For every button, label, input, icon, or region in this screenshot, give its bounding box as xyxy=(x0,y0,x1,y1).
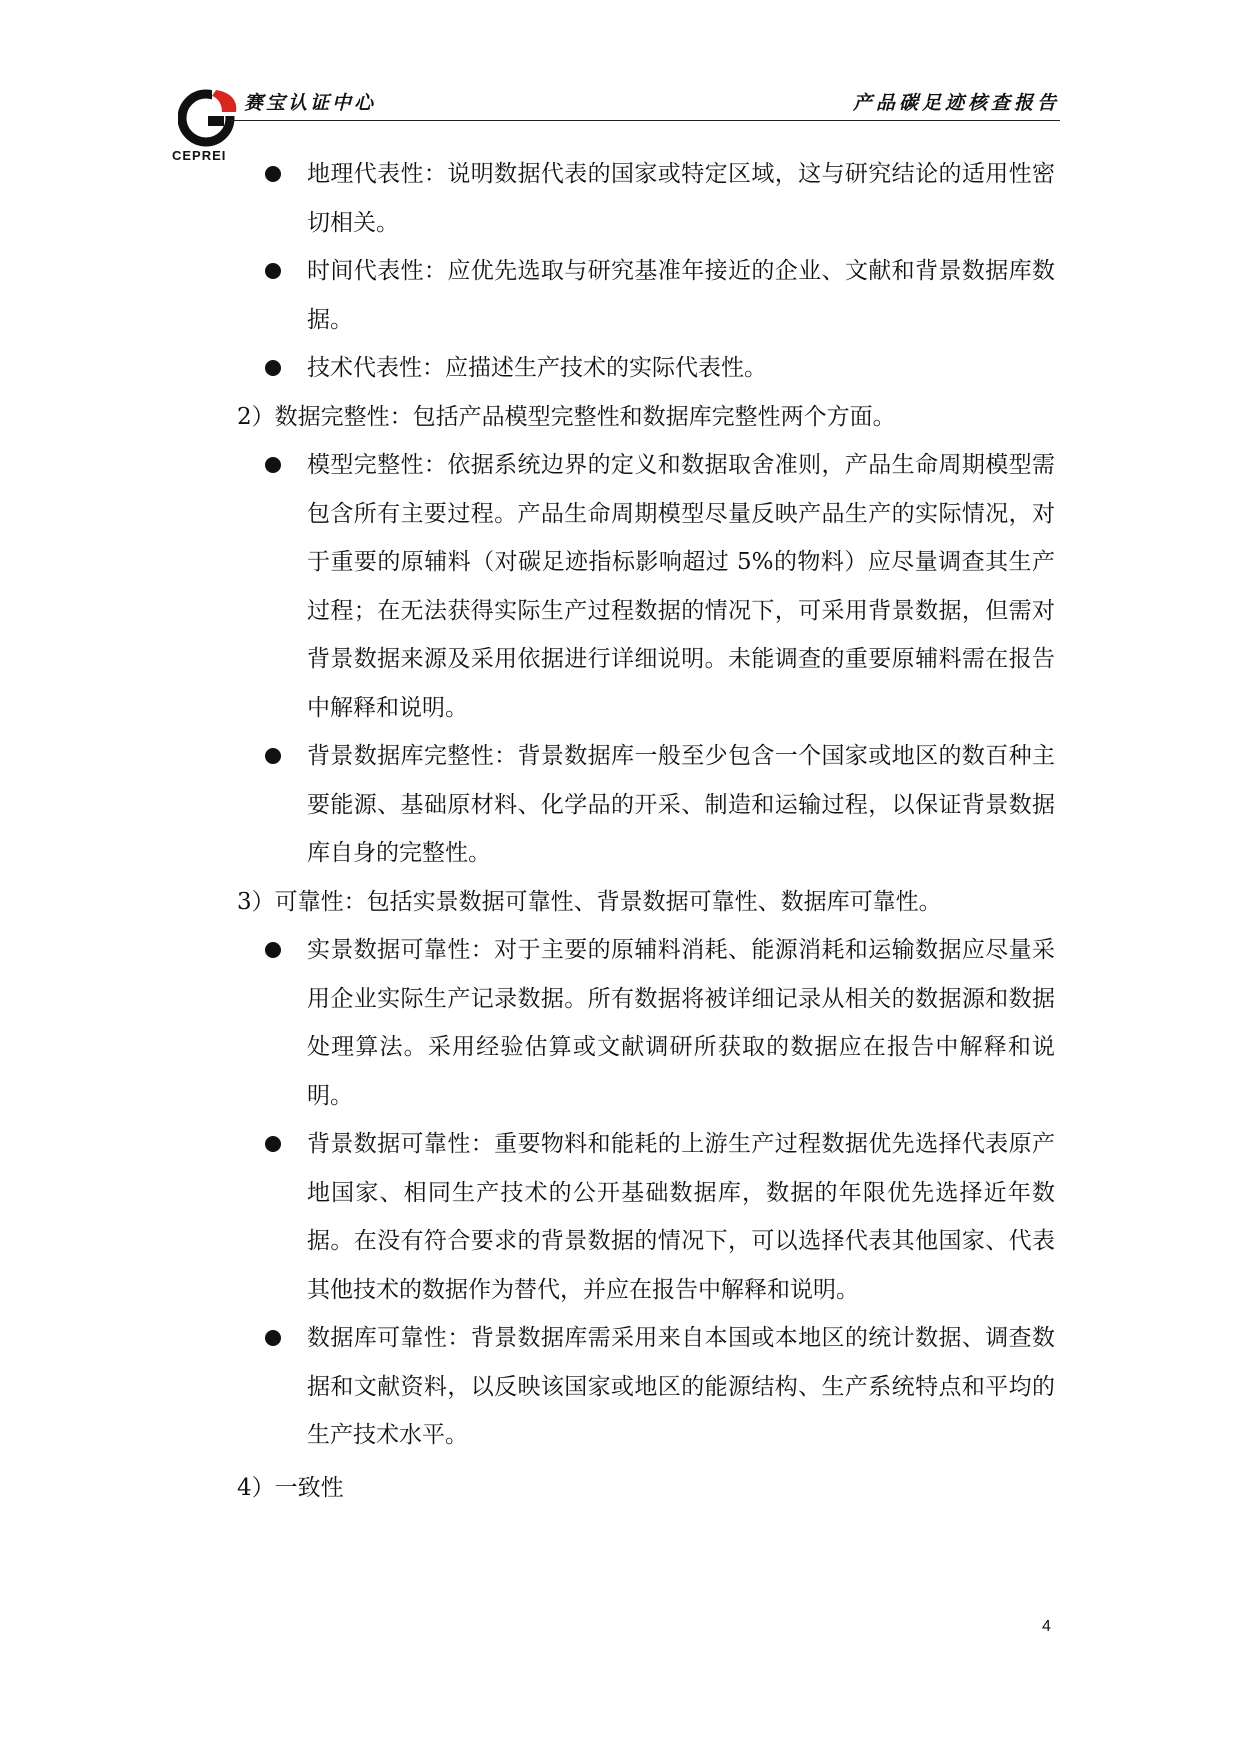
bullet-item xyxy=(235,1314,1055,1460)
bullet-dot-icon xyxy=(265,1330,281,1346)
bullet-text: 实景数据可靠性：对于主要的原辅料消耗、能源消耗和运输数据应尽量采用企业实际生产记录数据。所有数据将被详细记录从相关的数据源和数据处理算法。采用经验估算或文献调研所获取的数据应在报告中解释和说明。 xyxy=(307,937,1055,1109)
bullet-item xyxy=(235,1120,1055,1314)
ceprei-logo-icon xyxy=(178,86,240,148)
section-heading: 3）可靠性：包括实景数据可靠性、背景数据可靠性、数据库可靠性。 xyxy=(237,888,942,915)
logo-text: CEPREI xyxy=(172,148,227,163)
bullet-item xyxy=(235,150,1055,247)
bullet-text: 时间代表性：应优先选取与研究基准年接近的企业、文献和背景数据库数据。 xyxy=(307,258,1055,333)
bullet-item xyxy=(235,732,1055,878)
document-title: 产品碳足迹核查报告 xyxy=(852,92,1060,114)
section-heading: 4）一致性 xyxy=(237,1474,344,1501)
bullet-text: 技术代表性：应描述生产技术的实际代表性。 xyxy=(307,355,767,381)
bullet-dot-icon xyxy=(265,360,281,376)
organization-name: 赛宝认证中心 xyxy=(244,92,377,114)
bullet-dot-icon xyxy=(265,942,281,958)
bullet-dot-icon xyxy=(265,748,281,764)
section-heading: 2）数据完整性：包括产品模型完整性和数据库完整性两个方面。 xyxy=(237,403,896,430)
bullet-dot-icon xyxy=(265,457,281,473)
bullet-item xyxy=(235,247,1055,344)
bullet-dot-icon xyxy=(265,1136,281,1152)
bullet-dot-icon xyxy=(265,263,281,279)
bullet-dot-icon xyxy=(265,166,281,182)
page-number: 4 xyxy=(1042,1618,1051,1635)
bullet-item xyxy=(235,441,1055,732)
bullet-text: 背景数据可靠性：重要物料和能耗的上游生产过程数据优先选择代表原产地国家、相同生产技术的公开基础数据库，数据的年限优先选择近年数据。在没有符合要求的背景数据的情况下，可以选择代表其他国家、代表其他技术的数据作为替代，并应在报告中解释和说明。 xyxy=(307,1131,1055,1303)
bullet-text: 模型完整性：依据系统边界的定义和数据取舍准则，产品生命周期模型需包含所有主要过程。产品生命周期模型尽量反映产品生产的实际情况，对于重要的原辅料（对碳足迹指标影响超过 5%的物料）应尽量调查其生产过程；在无法获得实际生产过程数据的情况下，可采用背景数据，但需对背景数据来源及采用依据进行详细说明。未能调查的重要原辅料需在报告中解释和说明。 xyxy=(307,452,1055,721)
bullet-text: 背景数据库完整性：背景数据库一般至少包含一个国家或地区的数百种主要能源、基础原材料、化学品的开采、制造和运输过程，以保证背景数据库自身的完整性。 xyxy=(307,743,1055,866)
bullet-item xyxy=(235,926,1055,1120)
bullet-text: 地理代表性：说明数据代表的国家或特定区域，这与研究结论的适用性密切相关。 xyxy=(307,161,1055,236)
bullet-text: 数据库可靠性：背景数据库需采用来自本国或本地区的统计数据、调查数据和文献资料，以反映该国家或地区的能源结构、生产系统特点和平均的生产技术水平。 xyxy=(307,1325,1055,1448)
page-header xyxy=(172,78,1060,163)
bullet-item xyxy=(235,344,1055,393)
header-divider xyxy=(230,120,1060,121)
body-text xyxy=(235,150,1055,1512)
